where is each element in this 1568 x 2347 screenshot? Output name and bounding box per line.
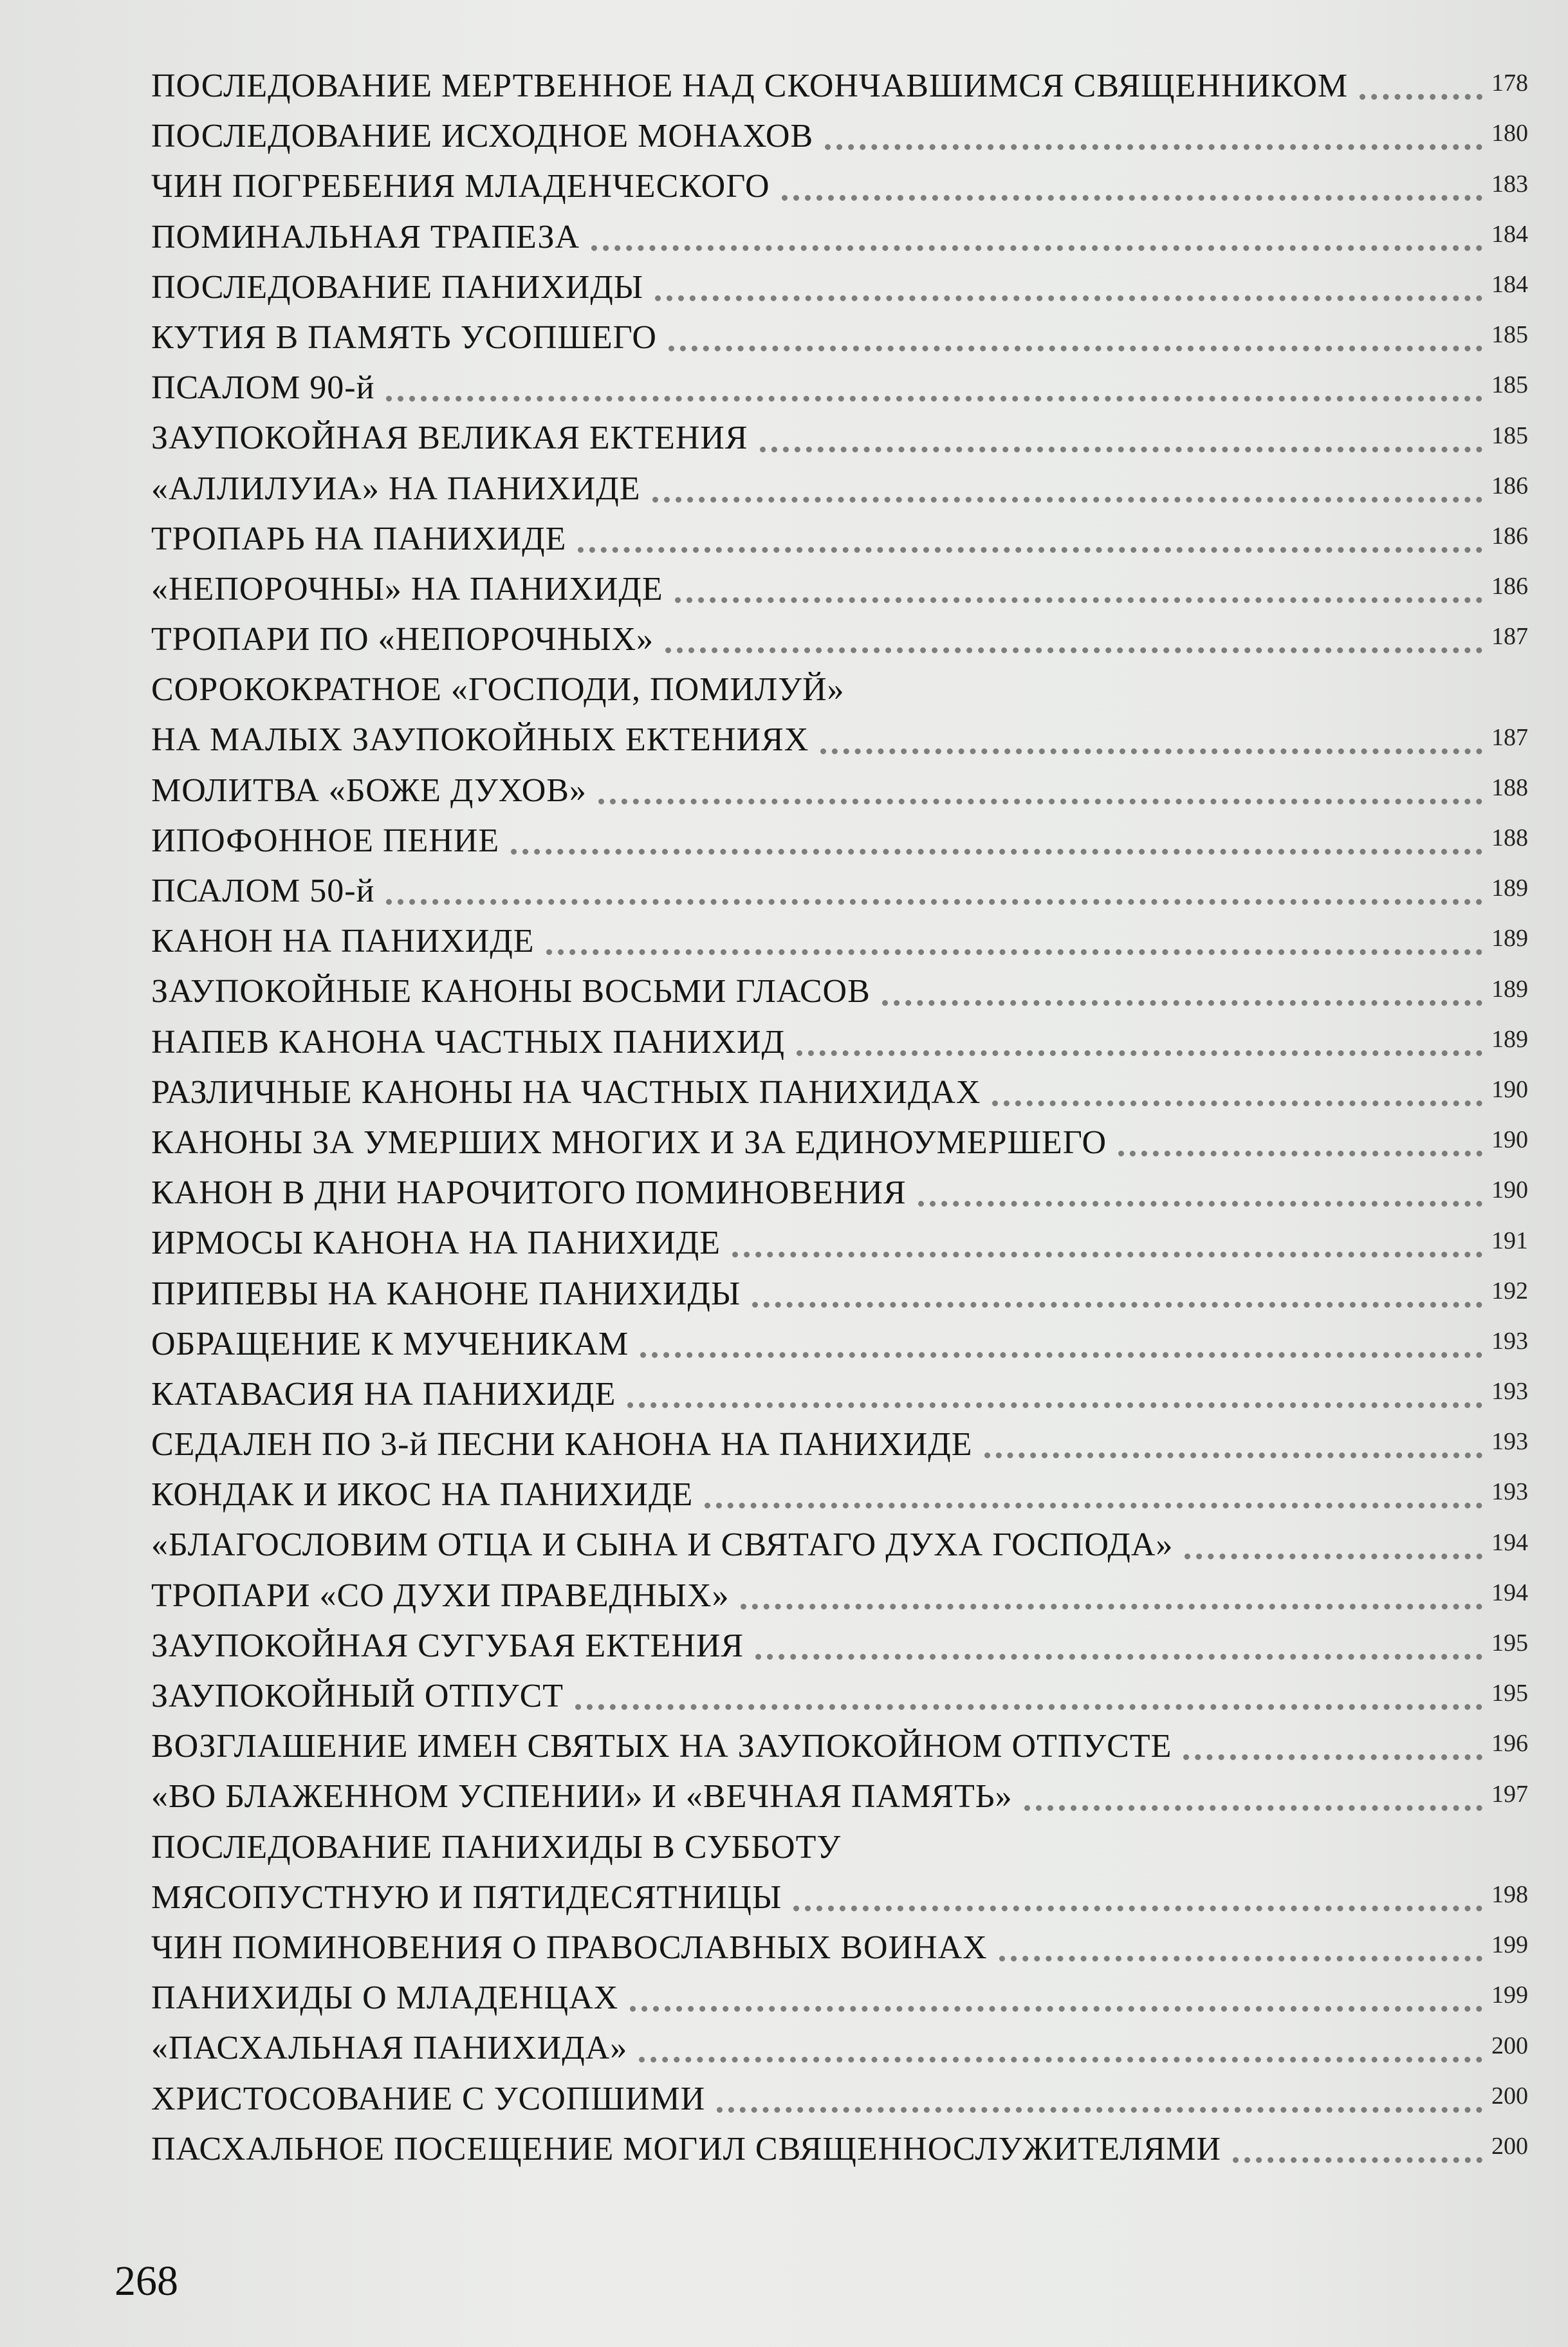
toc-entry [151,1923,1528,1973]
toc-entry-title: ИПОФОННОЕ ПЕНИЕ [151,822,500,859]
toc-entry-title: ТРОПАРЬ НА ПАНИХИДЕ [151,520,567,557]
toc-entry-title: «ВО БЛАЖЕННОМ УСПЕНИИ» И «ВЕЧНАЯ ПАМЯТЬ» [151,1778,1013,1815]
toc-entry-title: ТРОПАРИ «СО ДУХИ ПРАВЕДНЫХ» [151,1577,730,1614]
toc-entry-title: ПСАЛОМ 90-й [151,369,375,407]
toc-entry [151,615,1528,665]
toc-leader-dots [752,1295,1482,1308]
toc-entry-title: ПАНИХИДЫ О МЛАДЕНЦАХ [151,1980,619,2017]
toc-entry [151,564,1528,615]
toc-leader-dots [760,440,1482,452]
toc-leader-dots [1024,1799,1482,1811]
toc-leader-dots [546,943,1482,955]
toc-entry [151,916,1528,967]
toc-entry [151,665,1528,715]
toc-entry-title: ПОСЛЕДОВАНИЕ ИСХОДНОЕ МОНАХОВ [151,118,814,155]
toc-leader-dots [675,591,1482,603]
toc-entry-title: ТРОПАРИ ПО «НЕПОРОЧНЫХ» [151,621,654,658]
toc-leader-dots [591,239,1482,251]
toc-entry-title: ЗАУПОКОЙНЫЕ КАНОНЫ ВОСЬМИ ГЛАСОВ [151,973,871,1010]
toc-entry-page: 189 [1491,1025,1528,1053]
toc-entry [151,363,1528,413]
toc-entry-title: «ПАСХАЛЬНАЯ ПАНИХИДА» [151,2030,628,2067]
toc-entry-page: 191 [1491,1227,1528,1254]
toc-entry-title: ПСАЛОМ 50-й [151,873,375,909]
toc-leader-dots [732,1245,1482,1257]
toc-entry-title: ПОСЛЕДОВАНИЕ ПАНИХИДЫ В СУББОТУ [151,1828,842,1866]
toc-entry-title: ПРИПЕВЫ НА КАНОНЕ ПАНИХИДЫ [151,1275,741,1312]
toc-entry-page: 186 [1491,522,1528,550]
toc-entry-page: 190 [1491,1075,1528,1103]
toc-entry-page: 185 [1491,422,1528,449]
toc-entry [151,2124,1528,2175]
toc-entry [151,1823,1528,1873]
toc-entry-title: ПОСЛЕДОВАНИЕ МЕРТВЕННОЕ НАД СКОНЧАВШИМСЯ СВЯЩЕННИКОМ [151,68,1349,104]
toc-entry-page: 188 [1491,774,1528,801]
toc-entry [151,1973,1528,2023]
toc-entry-page: 196 [1491,1730,1528,1758]
toc-entry-page: 199 [1491,1981,1528,2009]
toc-entry-page: 189 [1491,875,1528,902]
toc-entry-page: 188 [1491,824,1528,851]
toc-leader-dots [386,893,1482,905]
toc-entry-page: 180 [1491,120,1528,147]
toc-entry-title: КУТИЯ В ПАМЯТЬ УСОПШЕГО [151,319,657,356]
toc-entry-title: МОЛИТВА «БОЖЕ ДУХОВ» [151,772,587,809]
toc-entry [151,1520,1528,1570]
toc-entry [151,816,1528,866]
toc-leader-dots [705,1496,1482,1508]
toc-entry [151,464,1528,514]
toc-entry [151,212,1528,263]
toc-entry-page: 184 [1491,270,1528,298]
toc-entry-title: ОБРАЩЕНИЕ К МУЧЕНИКАМ [151,1325,629,1362]
toc-entry [151,1218,1528,1268]
toc-leader-dots [627,1396,1482,1408]
toc-entry-page: 186 [1491,472,1528,499]
toc-entry [151,2074,1528,2124]
toc-entry [151,1369,1528,1420]
toc-entry-title: ЗАУПОКОЙНАЯ ВЕЛИКАЯ ЕКТЕНИЯ [151,420,748,457]
toc-entry-page: 193 [1491,1428,1528,1456]
toc-leader-dots [741,1597,1482,1610]
toc-entry-page: 190 [1491,1126,1528,1154]
toc-leader-dots [1360,88,1482,100]
toc-entry-page: 185 [1491,321,1528,349]
toc-leader-dots [1183,1748,1482,1760]
toc-entry-title: НАПЕВ КАНОНА ЧАСТНЫХ ПАНИХИД [151,1023,785,1061]
toc-leader-dots [797,1044,1482,1056]
toc-leader-dots [782,189,1482,201]
toc-entry-title: ИРМОСЫ КАНОНА НА ПАНИХИДЕ [151,1225,721,1262]
toc-entry-page: 186 [1491,573,1528,600]
toc-entry-page: 183 [1491,170,1528,198]
toc-entry-title: ВОЗГЛАШЕНИЕ ИМЕН СВЯТЫХ НА ЗАУПОКОЙНОМ ОТПУСТЕ [151,1728,1172,1765]
toc-entry [151,1319,1528,1369]
toc-entry-title: ЗАУПОКОЙНЫЙ ОТПУСТ [151,1678,564,1714]
toc-leader-dots [1118,1144,1482,1156]
toc-entry [151,111,1528,162]
toc-entry-title: ПОМИНАЛЬНАЯ ТРАПЕЗА [151,218,580,255]
toc-entry-page: 195 [1491,1629,1528,1656]
toc-entry-title: СЕДАЛЕН ПО 3-й ПЕСНИ КАНОНА НА ПАНИХИДЕ [151,1426,973,1463]
toc-leader-dots [793,1899,1482,1911]
toc-entry [151,866,1528,916]
toc-leader-dots [665,641,1482,653]
toc-entry-page: 187 [1491,623,1528,651]
toc-entry-page: 195 [1491,1680,1528,1707]
toc-entry-page: 184 [1491,220,1528,248]
toc-entry-page: 189 [1491,975,1528,1003]
toc-leader-dots [992,1094,1482,1106]
toc-entry-page: 192 [1491,1277,1528,1304]
toc-entry [151,514,1528,564]
toc-leader-dots [640,1346,1482,1358]
toc-entry-title: «НЕПОРОЧНЫ» НА ПАНИХИДЕ [151,570,663,608]
toc-leader-dots [669,339,1482,351]
toc-entry [151,413,1528,463]
toc-entry-page: 198 [1491,1880,1528,1908]
toc-leader-dots [918,1194,1482,1207]
toc-leader-dots [999,1949,1482,1962]
table-of-contents [151,61,1528,2175]
toc-entry [151,1420,1528,1470]
toc-leader-dots [655,289,1482,301]
toc-entry [151,1621,1528,1671]
toc-entry-title: КОНДАК И ИКОС НА ПАНИХИДЕ [151,1476,694,1514]
toc-entry-page: 199 [1491,1931,1528,1959]
toc-leader-dots [755,1647,1482,1660]
toc-entry-title: ПАСХАЛЬНОЕ ПОСЕЩЕНИЕ МОГИЛ СВЯЩЕННОСЛУЖИТЕЛЯМИ [151,2130,1222,2167]
toc-entry [151,1721,1528,1772]
toc-leader-dots [652,490,1483,503]
toc-entry-page: 187 [1491,723,1528,751]
toc-entry [151,1772,1528,1822]
toc-entry [151,715,1528,765]
toc-entry-title: «АЛЛИЛУИА» НА ПАНИХИДЕ [151,470,641,507]
toc-leader-dots [575,1698,1482,1710]
toc-entry-title: КАТАВАСИЯ НА ПАНИХИДЕ [151,1375,616,1413]
toc-entry [151,1068,1528,1118]
toc-entry [151,1571,1528,1621]
toc-entry-title: ЗАУПОКОЙНАЯ СУГУБАЯ ЕКТЕНИЯ [151,1627,744,1664]
toc-entry [151,313,1528,363]
toc-entry-page: 178 [1491,70,1528,97]
toc-leader-dots [825,138,1482,150]
toc-entry [151,61,1528,111]
toc-entry [151,1269,1528,1319]
toc-entry-title: ЧИН ПОГРЕБЕНИЯ МЛАДЕНЧЕСКОГО [151,168,770,205]
toc-entry-page: 193 [1491,1478,1528,1506]
toc-entry-page: 197 [1491,1780,1528,1808]
toc-entry-page: 185 [1491,371,1528,399]
toc-entry-page: 200 [1491,2032,1528,2059]
toc-entry-title: МЯСОПУСТНУЮ И ПЯТИДЕСЯТНИЦЫ [151,1879,782,1916]
toc-entry [151,766,1528,816]
toc-leader-dots [1233,2151,1482,2163]
toc-entry-page: 200 [1491,2082,1528,2110]
toc-entry-page: 190 [1491,1176,1528,1204]
toc-entry-title: СОРОКОКРАТНОЕ «ГОСПОДИ, ПОМИЛУЙ» [151,671,845,709]
toc-entry-title: КАНОН НА ПАНИХИДЕ [151,923,535,960]
toc-entry [151,1470,1528,1520]
toc-entry [151,1873,1528,1923]
toc-entry-page: 189 [1491,925,1528,952]
toc-entry [151,2023,1528,2073]
toc-entry [151,1168,1528,1218]
toc-leader-dots [1185,1547,1482,1559]
toc-entry-title: КАНОНЫ ЗА УМЕРШИХ МНОГИХ И ЗА ЕДИНОУМЕРШЕГО [151,1124,1107,1161]
toc-entry-title: ЧИН ПОМИНОВЕНИЯ О ПРАВОСЛАВНЫХ ВОИНАХ [151,1929,988,1966]
toc-entry-page: 200 [1491,2132,1528,2160]
toc-leader-dots [820,742,1482,754]
toc-entry-title: НА МАЛЫХ ЗАУПОКОЙНЫХ ЕКТЕНИЯХ [151,721,809,759]
toc-entry [151,263,1528,313]
page-number: 268 [115,2258,178,2305]
toc-entry [151,1671,1528,1721]
toc-leader-dots [630,1999,1482,2012]
toc-leader-dots [717,2101,1482,2113]
toc-entry-title: ХРИСТОСОВАНИЕ С УСОПШИМИ [151,2080,706,2117]
toc-leader-dots [639,2050,1482,2063]
toc-leader-dots [882,994,1482,1006]
toc-entry-title: КАНОН В ДНИ НАРОЧИТОГО ПОМИНОВЕНИЯ [151,1174,907,1212]
toc-entry-title: РАЗЛИЧНЫЕ КАНОНЫ НА ЧАСТНЫХ ПАНИХИДАХ [151,1073,981,1111]
toc-entry-title: «БЛАГОСЛОВИМ ОТЦА И СЫНА И СВЯТАГО ДУХА ГОСПОДА» [151,1526,1174,1564]
toc-leader-dots [598,792,1482,804]
toc-leader-dots [386,389,1482,402]
toc-leader-dots [984,1446,1482,1458]
toc-entry-page: 194 [1491,1528,1528,1556]
toc-entry [151,162,1528,212]
toc-entry-page: 194 [1491,1579,1528,1606]
toc-entry-title: ПОСЛЕДОВАНИЕ ПАНИХИДЫ [151,268,644,306]
toc-entry [151,1118,1528,1168]
toc-entry [151,967,1528,1017]
toc-entry-page: 193 [1491,1378,1528,1405]
toc-leader-dots [511,842,1482,855]
toc-entry-page: 193 [1491,1327,1528,1355]
toc-leader-dots [578,541,1482,553]
toc-entry [151,1017,1528,1068]
